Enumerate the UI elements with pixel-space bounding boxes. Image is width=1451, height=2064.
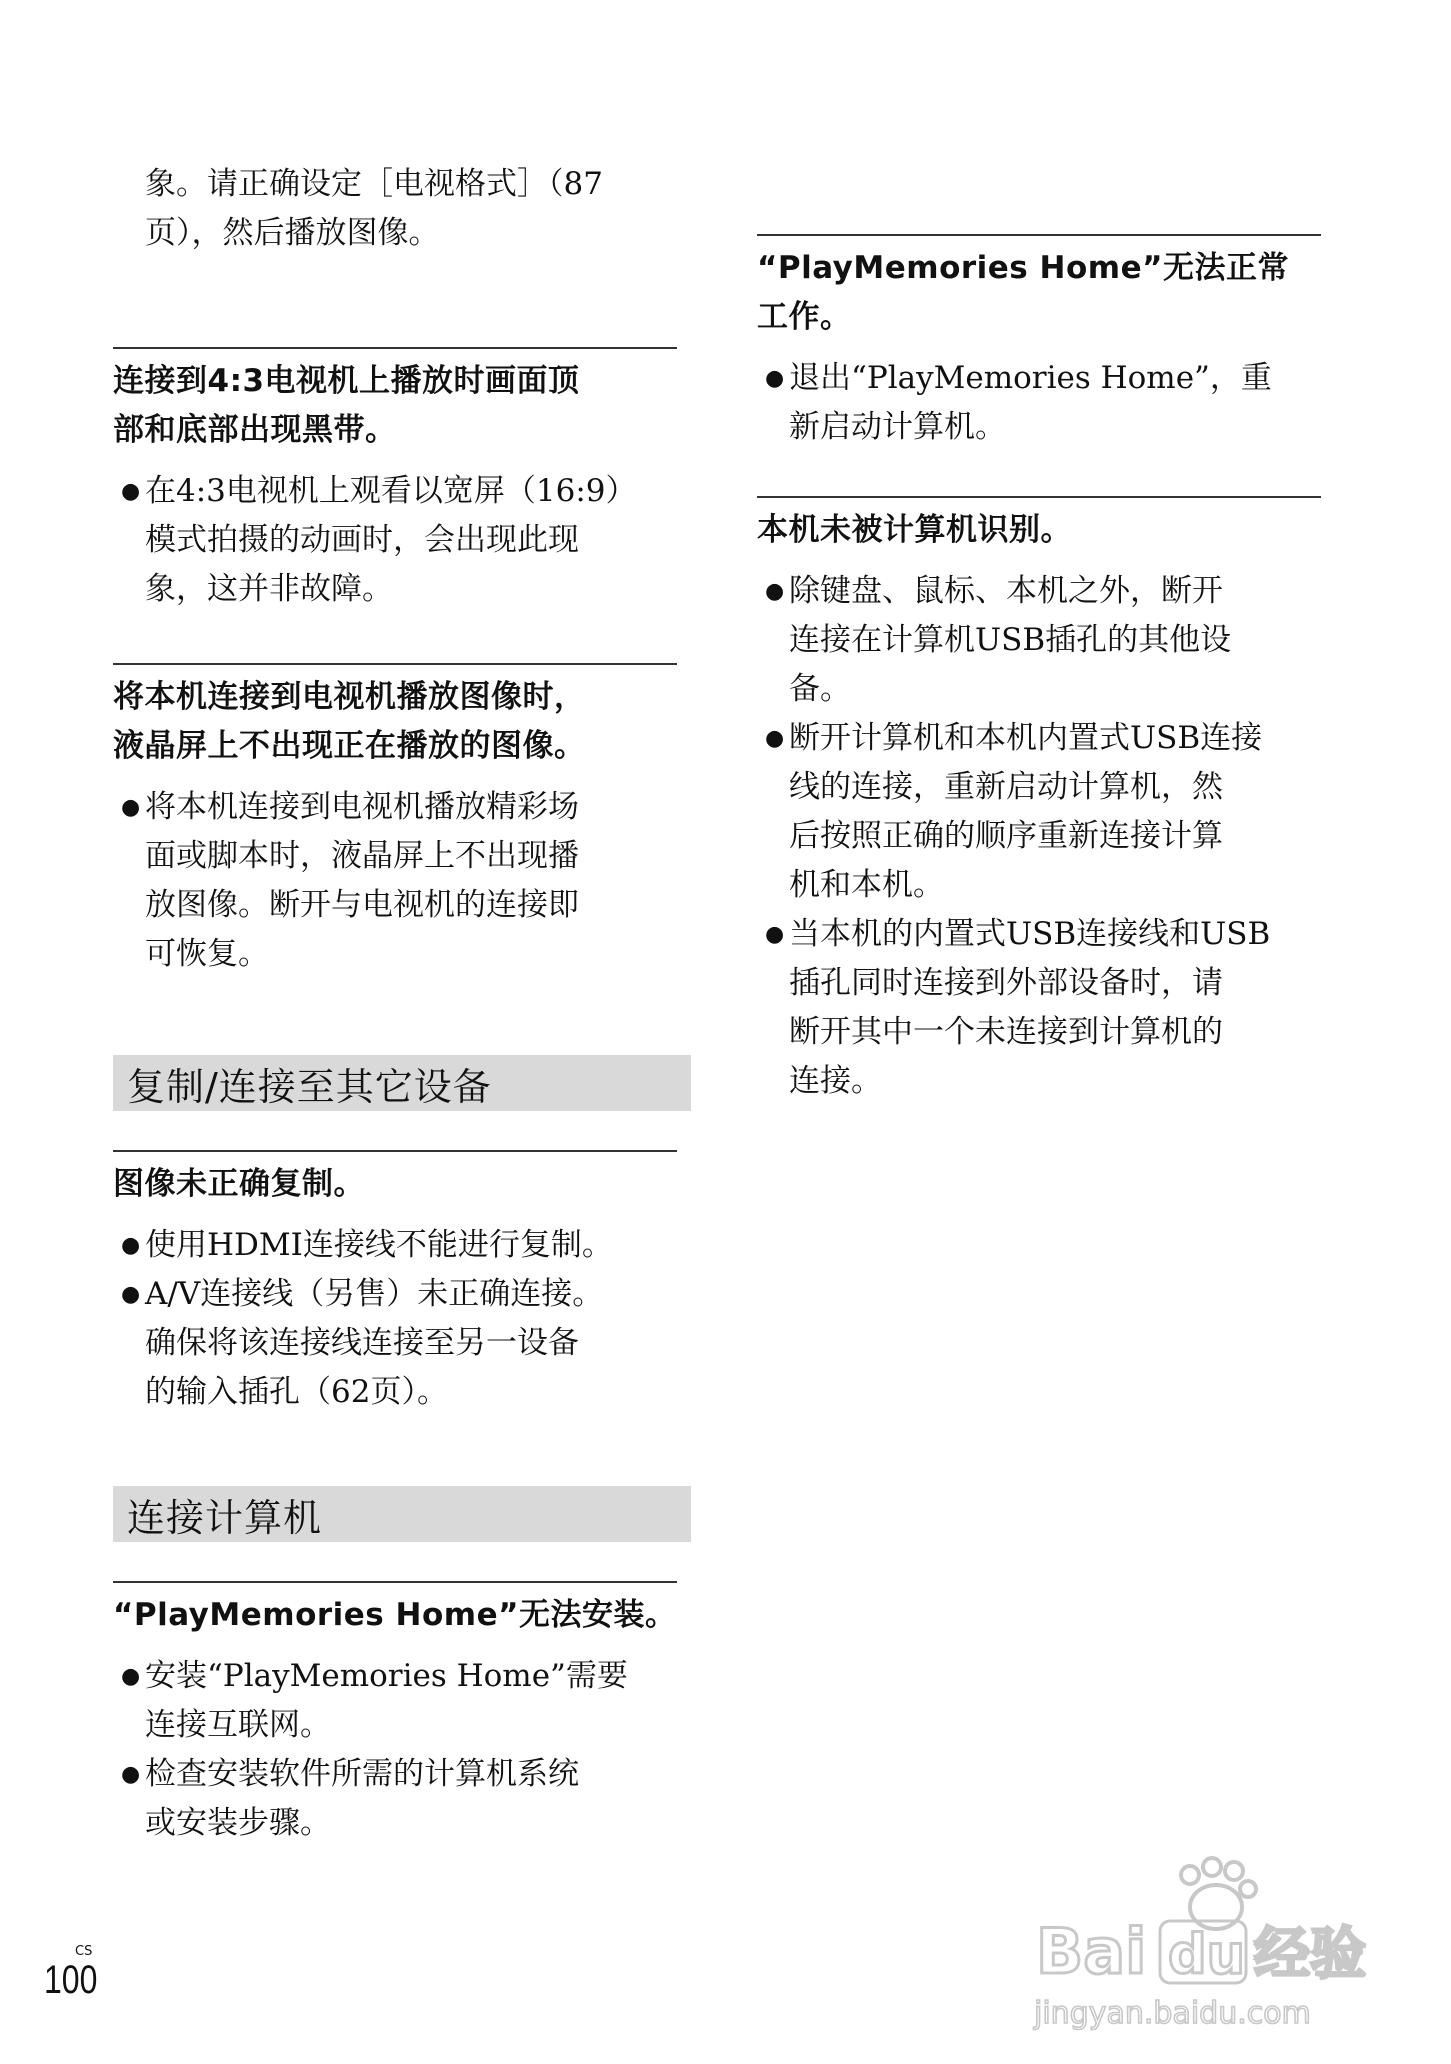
watermark-bai: Bai — [1036, 1915, 1147, 1988]
page-language-code: CS — [75, 1944, 93, 1959]
baidu-jingyan-watermark — [1030, 1855, 1390, 2035]
text-line: 在4:3电视机上观看以宽屏（16:9） — [145, 473, 637, 509]
text-line: 面或脚本时，液晶屏上不出现播 — [145, 838, 579, 874]
text-line: 连接互联网。 — [145, 1707, 331, 1743]
text-line: 断开其中一个未连接到计算机的 — [789, 1014, 1223, 1050]
heading-line: 本机未被计算机识别。 — [757, 512, 1072, 548]
bullet-icon: ● — [121, 1664, 141, 1689]
section-heading — [113, 1152, 677, 1209]
section-heading — [757, 498, 1321, 555]
text-line: 使用HDMI连接线不能进行复制。 — [145, 1227, 613, 1263]
list-item — [113, 783, 677, 979]
watermark-jingyan: 经验 — [1254, 1922, 1366, 1987]
section-playmemories-fail — [757, 234, 1321, 452]
list-item — [757, 567, 1321, 714]
text-line: 将本机连接到电视机播放精彩场 — [145, 789, 579, 825]
heading-line: “PlayMemories Home”无法安装。 — [113, 1597, 677, 1633]
text-line: 插孔同时连接到外部设备时，请 — [789, 965, 1223, 1001]
list-item — [113, 1270, 677, 1417]
list-item — [113, 1221, 677, 1270]
list-item — [113, 467, 677, 614]
text-line: 检查安装软件所需的计算机系统 — [145, 1756, 579, 1792]
text-line: 新启动计算机。 — [789, 409, 1006, 445]
bullet-icon: ● — [121, 1282, 141, 1307]
section-band-copy: 复制/连接至其它设备 — [113, 1055, 691, 1111]
section-not-recognized — [757, 496, 1321, 1106]
text-line: 安装“PlayMemories Home”需要 — [145, 1658, 628, 1694]
text-line: 页），然后播放图像。 — [145, 215, 440, 251]
text-line: 备。 — [789, 671, 851, 707]
section-black-bars — [113, 347, 677, 614]
heading-line: 工作。 — [757, 299, 852, 335]
bullet-icon: ● — [765, 366, 785, 391]
text-line: 可恢复。 — [145, 936, 269, 972]
bullet-icon: ● — [121, 1762, 141, 1787]
text-line: 连接。 — [789, 1063, 882, 1099]
text-line: 放图像。断开与电视机的连接即 — [145, 887, 579, 923]
list-item — [113, 1652, 677, 1750]
text-line: 或安装步骤。 — [145, 1805, 331, 1841]
section-install-fail — [113, 1581, 677, 1848]
heading-line: 液晶屏上不出现正在播放的图像。 — [113, 728, 586, 764]
bullet-list — [113, 1652, 677, 1848]
bullet-icon: ● — [765, 579, 785, 604]
heading-line: 将本机连接到电视机播放图像时， — [113, 679, 586, 715]
heading-line: “PlayMemories Home”无法正常 — [757, 250, 1289, 286]
text-line: 连接在计算机USB插孔的其他设 — [789, 622, 1232, 658]
watermark-url: jingyan.baidu.com — [1034, 1996, 1311, 2031]
text-line: 退出“PlayMemories Home”，重 — [789, 360, 1272, 396]
page-number: 100 — [44, 1958, 98, 2002]
text-line: 当本机的内置式USB连接线和USB — [789, 916, 1271, 952]
bullet-list — [113, 467, 677, 614]
section-heading — [113, 1583, 677, 1640]
bullet-icon: ● — [765, 922, 785, 947]
text-line: A/V连接线（另售）未正确连接。 — [145, 1276, 604, 1312]
section-heading — [757, 236, 1321, 342]
list-item — [113, 1750, 677, 1848]
section-heading — [113, 665, 677, 771]
section-copy-fail — [113, 1150, 677, 1417]
text-line: 线的连接，重新启动计算机，然 — [789, 769, 1223, 805]
watermark-du: du — [1168, 1923, 1246, 1986]
text-line: 模式拍摄的动画时，会出现此现 — [145, 522, 579, 558]
section-band-computer: 连接计算机 — [113, 1486, 691, 1542]
list-item — [757, 910, 1321, 1106]
heading-line: 连接到4:3电视机上播放时画面顶 — [113, 363, 580, 399]
bullet-list — [757, 567, 1321, 1106]
bullet-list — [113, 783, 677, 979]
section-heading — [113, 349, 677, 455]
heading-line: 图像未正确复制。 — [113, 1166, 365, 1202]
text-line: 后按照正确的顺序重新连接计算 — [789, 818, 1223, 854]
bullet-list — [113, 1221, 677, 1417]
text-line: 除键盘、鼠标、本机之外，断开 — [789, 573, 1223, 609]
paw-icon — [1181, 1858, 1256, 1929]
bullet-icon: ● — [121, 795, 141, 820]
text-line: 断开计算机和本机内置式USB连接 — [789, 720, 1263, 756]
text-line: 的输入插孔（62页）。 — [145, 1374, 448, 1410]
text-line: 象。请正确设定［电视格式］（87 — [145, 166, 603, 202]
bullet-icon: ● — [121, 479, 141, 504]
list-item — [757, 354, 1321, 452]
bullet-icon: ● — [121, 1233, 141, 1258]
bullet-list — [757, 354, 1321, 452]
list-item — [757, 714, 1321, 910]
continued-text — [113, 160, 677, 258]
section-lcd-no-image — [113, 663, 677, 979]
text-line: 确保将该连接线连接至另一设备 — [145, 1325, 579, 1361]
text-line: 象，这并非故障。 — [145, 571, 393, 607]
heading-line: 部和底部出现黑带。 — [113, 412, 397, 448]
bullet-icon: ● — [765, 726, 785, 751]
text-line: 机和本机。 — [789, 867, 944, 903]
